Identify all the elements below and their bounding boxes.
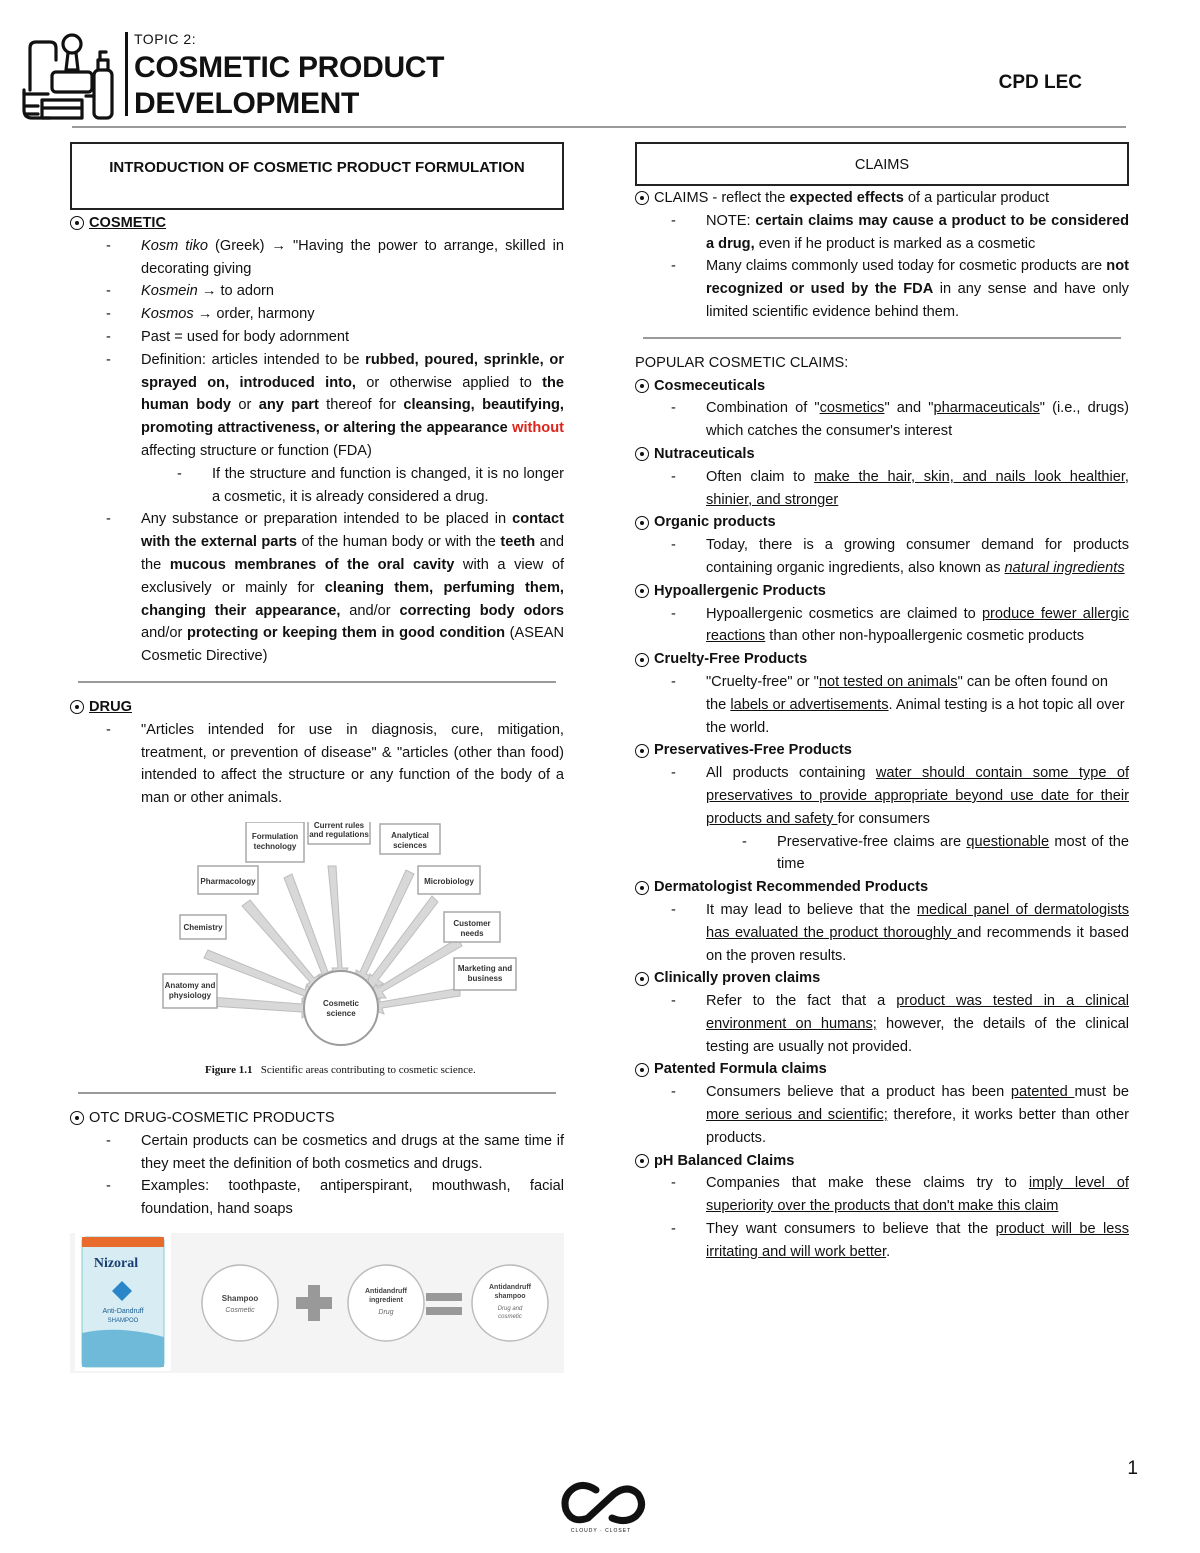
list-item: - "Cruelty-free" or "not tested on animals" can be often found on the labels or advertisements. Animal testing is a hot topic all over the world. xyxy=(635,671,1129,739)
cruelty-free-heading: Cruelty-Free Products xyxy=(635,648,1129,671)
hypoallergenic-heading: Hypoallergenic Products xyxy=(635,580,1129,603)
list-item: - Hypoallergenic cosmetics are claimed to produce fewer allergic reactions than other non-hypoallergenic cosmetic products xyxy=(635,603,1129,649)
otc-illustration xyxy=(70,1233,564,1373)
bullet-circle-icon xyxy=(635,653,649,667)
infinity-logo-icon xyxy=(556,1478,646,1534)
page-title-line2: DEVELOPMENT xyxy=(134,87,360,120)
svg-text:Drug: Drug xyxy=(378,1308,394,1316)
claims-heading: CLAIMS - reflect the expected effects of a particular product xyxy=(635,187,1129,210)
svg-text:science: science xyxy=(326,1008,356,1018)
list-item: - Many claims commonly used today for cosmetic products are not recognized or used by the FDA in any sense and have only limited scientific evidence behind them. xyxy=(635,255,1129,323)
drug-heading: DRUG xyxy=(70,696,564,719)
bullet-circle-icon xyxy=(635,972,649,986)
cosmetic-science-diagram xyxy=(70,822,564,1062)
bullet-circle-icon xyxy=(635,191,649,205)
section-divider xyxy=(78,681,556,683)
svg-text:Drug and: Drug and xyxy=(497,1305,523,1312)
list-item: - Certain products can be cosmetics and drugs at the same time if they meet the definition of both cosmetics and drugs. xyxy=(70,1130,564,1176)
course-label: CPD LEC xyxy=(998,72,1082,93)
svg-text:Cosmetic: Cosmetic xyxy=(225,1306,255,1314)
svg-text:CLOUDY · CLOSET: CLOUDY · CLOSET xyxy=(570,1528,632,1534)
fig-node-analytical: Analytical xyxy=(391,830,429,840)
bullet-circle-icon xyxy=(635,516,649,530)
cosmetic-heading: COSMETIC xyxy=(70,212,564,235)
nutraceuticals-heading: Nutraceuticals xyxy=(635,443,1129,466)
bullet-circle-icon xyxy=(635,1063,649,1077)
ph-balanced-heading: pH Balanced Claims xyxy=(635,1150,1129,1173)
dermatologist-heading: Dermatologist Recommended Products xyxy=(635,876,1129,899)
list-item: - All products containing water should contain some type of preservatives to provide appropriate beyond use date for their products and safety for consumers xyxy=(635,762,1129,830)
list-item: - Any substance or preparation intended to be placed in contact with the external parts of the human body or with the teeth and the mucous membranes of the oral cavity with a view of exclusively or mainly for cleaning them, perfuming them, changing their appearance, and/or correcting body odors and/or protecting or keeping them in good condition (ASEAN Cosmetic Directive) xyxy=(70,508,564,668)
topic-label: TOPIC 2: xyxy=(134,31,197,47)
fig-node-microbiology: Microbiology xyxy=(424,876,474,886)
clinically-proven-heading: Clinically proven claims xyxy=(635,967,1129,990)
intro-title-box: INTRODUCTION OF COSMETIC PRODUCT FORMULATION xyxy=(70,142,564,210)
svg-text:SHAMPOO: SHAMPOO xyxy=(107,1317,139,1324)
svg-text:business: business xyxy=(467,973,503,983)
list-item: - Kosm tiko (Greek) → "Having the power to arrange, skilled in decorating giving xyxy=(70,235,564,281)
bullet-circle-icon xyxy=(635,584,649,598)
bullet-circle-icon xyxy=(635,379,649,393)
fig-node-center: Cosmetic xyxy=(322,998,360,1008)
list-item: - Definition: articles intended to be rubbed, poured, sprinkle, or sprayed on, introduced into, or otherwise applied to the human body or any part thereof for cleansing, beautifying, promoting attractiveness, or altering the appearance without affecting structure or function (FDA) xyxy=(70,349,564,463)
bullet-circle-icon xyxy=(70,216,84,230)
svg-text:ingredient: ingredient xyxy=(369,1296,403,1304)
svg-text:Antidandruff: Antidandruff xyxy=(489,1283,531,1291)
section-divider xyxy=(643,337,1121,339)
right-column xyxy=(635,142,1129,1264)
bullet-circle-icon xyxy=(70,700,84,714)
svg-text:and regulations: and regulations xyxy=(309,829,369,839)
patented-formula-heading: Patented Formula claims xyxy=(635,1058,1129,1081)
list-item: - It may lead to believe that the medical panel of dermatologists has evaluated the product thoroughly and recommends it based on the proven results. xyxy=(635,899,1129,967)
fig-node-marketing: Marketing and xyxy=(457,963,513,973)
bullet-circle-icon xyxy=(635,447,649,461)
list-item: - They want consumers to believe that the product will be less irritating and will work better. xyxy=(635,1218,1129,1264)
fig-node-rules: Current rules xyxy=(313,821,365,830)
svg-text:needs: needs xyxy=(460,928,484,938)
svg-text:technology: technology xyxy=(253,841,297,851)
cosmeceuticals-heading: Cosmeceuticals xyxy=(635,375,1129,398)
claims-title-box: CLAIMS xyxy=(635,142,1129,186)
sub-list-item: - If the structure and function is changed, it is no longer a cosmetic, it is already considered a drug. xyxy=(70,463,564,509)
bullet-circle-icon xyxy=(635,744,649,758)
page-number: 1 xyxy=(1127,1458,1138,1479)
svg-text:Antidandruff: Antidandruff xyxy=(365,1287,407,1295)
popular-claims-heading: POPULAR COSMETIC CLAIMS: xyxy=(635,354,849,371)
fig-node-pharmacology: Pharmacology xyxy=(200,876,256,886)
organic-heading: Organic products xyxy=(635,511,1129,534)
svg-text:Nizoral: Nizoral xyxy=(93,1255,139,1271)
list-item: - Consumers believe that a product has been patented must be more serious and scientific; therefore, it works better than other products. xyxy=(635,1081,1129,1149)
fig-node-formulation: Formulation xyxy=(251,831,299,841)
list-item: - "Articles intended for use in diagnosis, cure, mitigation, treatment, or prevention of disease" & "articles (other than food) intended to affect the structure or any function of the body of a man or other animals. xyxy=(70,719,564,810)
bullet-circle-icon xyxy=(70,1111,84,1125)
list-item: - Past = used for body adornment xyxy=(70,326,564,349)
list-item: - Combination of "cosmetics" and "pharmaceuticals" (i.e., drugs) which catches the consumer's interest xyxy=(635,397,1129,443)
cosmetic-science-figure xyxy=(70,822,564,1082)
cosmetics-logo-icon xyxy=(20,30,120,122)
svg-text:cosmetic: cosmetic xyxy=(498,1313,522,1320)
section-divider xyxy=(78,1092,556,1094)
list-item: - NOTE: certain claims may cause a product to be considered a drug, even if he product is marked as a cosmetic xyxy=(635,210,1129,256)
list-item: - Examples: toothpaste, antiperspirant, mouthwash, facial foundation, hand soaps xyxy=(70,1175,564,1221)
svg-text:physiology: physiology xyxy=(168,990,212,1000)
bullet-circle-icon xyxy=(635,881,649,895)
fig-node-anatomy: Anatomy and xyxy=(164,980,216,990)
fig-node-chemistry: Chemistry xyxy=(183,922,223,932)
otc-heading: OTC DRUG-COSMETIC PRODUCTS xyxy=(70,1107,564,1130)
svg-text:Shampoo: Shampoo xyxy=(221,1293,259,1303)
list-item: - Often claim to make the hair, skin, and nails look healthier, shinier, and stronger xyxy=(635,466,1129,512)
svg-text:sciences: sciences xyxy=(393,840,427,850)
figure-caption: Figure 1.1 Scientific areas contributing to cosmetic science. xyxy=(205,1063,476,1076)
left-column xyxy=(70,142,564,1373)
header-rule xyxy=(72,126,1126,128)
svg-text:shampoo: shampoo xyxy=(494,1292,526,1300)
svg-text:Anti-Dandruff: Anti-Dandruff xyxy=(102,1307,144,1315)
list-item: - Kosmein → to adorn xyxy=(70,280,564,303)
header-divider xyxy=(125,32,128,116)
page-title-line1: COSMETIC PRODUCT xyxy=(134,51,445,84)
list-item: - Today, there is a growing consumer demand for products containing organic ingredients, also known as natural ingredients xyxy=(635,534,1129,580)
list-item: - Kosmos → order, harmony xyxy=(70,303,564,326)
bullet-circle-icon xyxy=(635,1154,649,1168)
list-item: - Refer to the fact that a product was tested in a clinical environment on humans; however, the details of the clinical testing are usually not provided. xyxy=(635,990,1129,1058)
list-item: - Companies that make these claims try to imply level of superiority over the products that don't make this claim xyxy=(635,1172,1129,1218)
fig-node-customer: Customer xyxy=(453,918,491,928)
sub-list-item: - Preservative-free claims are questionable most of the time xyxy=(635,831,1129,877)
preservatives-free-heading: Preservatives-Free Products xyxy=(635,739,1129,762)
